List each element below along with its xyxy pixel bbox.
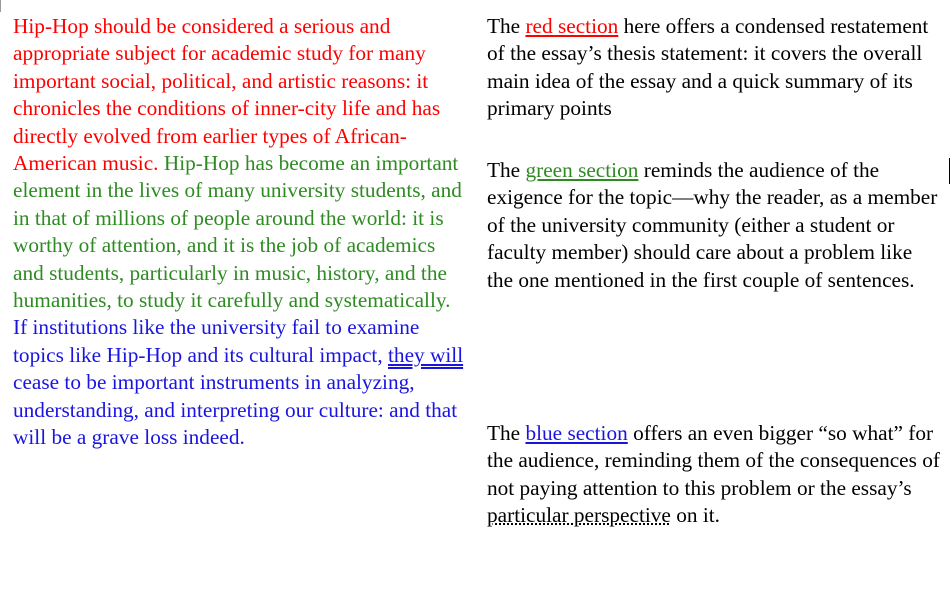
blue-text-after[interactable]: cease to be important instruments in analyzing, understanding, and interpreting our culture: and that will be a grave loss indeed. [13, 370, 458, 450]
note-prefix: The [487, 158, 521, 182]
note-prefix: The [487, 421, 521, 445]
note-red-section[interactable] [487, 13, 942, 123]
essay-paragraph-text[interactable] [13, 13, 468, 452]
text-cursor [949, 158, 950, 184]
thesis-red-section[interactable]: Hip-Hop should be considered a serious and appropriate subject for academic study for many important social, political, and artistic reasons: it chronicles the conditions of inner-city life and has directly evolved from earlier types of African-American music. [13, 14, 441, 176]
note-body[interactable]: offers an even bigger “so what” for the audience, reminding them of the consequences of not paying attention to this problem or the essay’s [487, 421, 940, 500]
note-body-end[interactable]: on it. [676, 503, 720, 528]
note-body[interactable]: reminds the audience of the exigence for the topic—why the reader, as a member of the university community (either a student or faculty member) should care about a problem like the one mentioned in the first couple of sentences. [487, 158, 938, 292]
so-what-blue-section[interactable] [13, 315, 463, 449]
red-section-label[interactable]: red section [525, 14, 619, 38]
note-green-section[interactable] [487, 157, 942, 294]
green-section-label[interactable]: green section [525, 158, 639, 182]
particular-perspective-underlined[interactable]: particular perspective [487, 503, 671, 528]
blue-section-label[interactable]: blue section [525, 421, 628, 445]
note-body[interactable]: here offers a condensed restatement of the essay’s thesis statement: it covers the overall main idea of the essay and a quick summary of its primary points [487, 14, 929, 121]
essay-paragraph[interactable] [13, 13, 468, 452]
page-corner-marker [0, 0, 3, 12]
note-blue-section[interactable] [487, 420, 942, 530]
note-prefix: The [487, 14, 521, 38]
exigence-green-section[interactable]: Hip-Hop has become an important element in the lives of many university students, and in that of millions of people around the world: it is worthy of attention, and it is the job of academics and students, particularly in music, history, and the humanities, to study it carefully and systematically. [13, 151, 462, 313]
blue-text-before[interactable]: If institutions like the university fail to examine topics like Hip-Hop and its cultural impact, [13, 315, 420, 367]
blue-text-underlined[interactable]: they will [388, 342, 464, 367]
